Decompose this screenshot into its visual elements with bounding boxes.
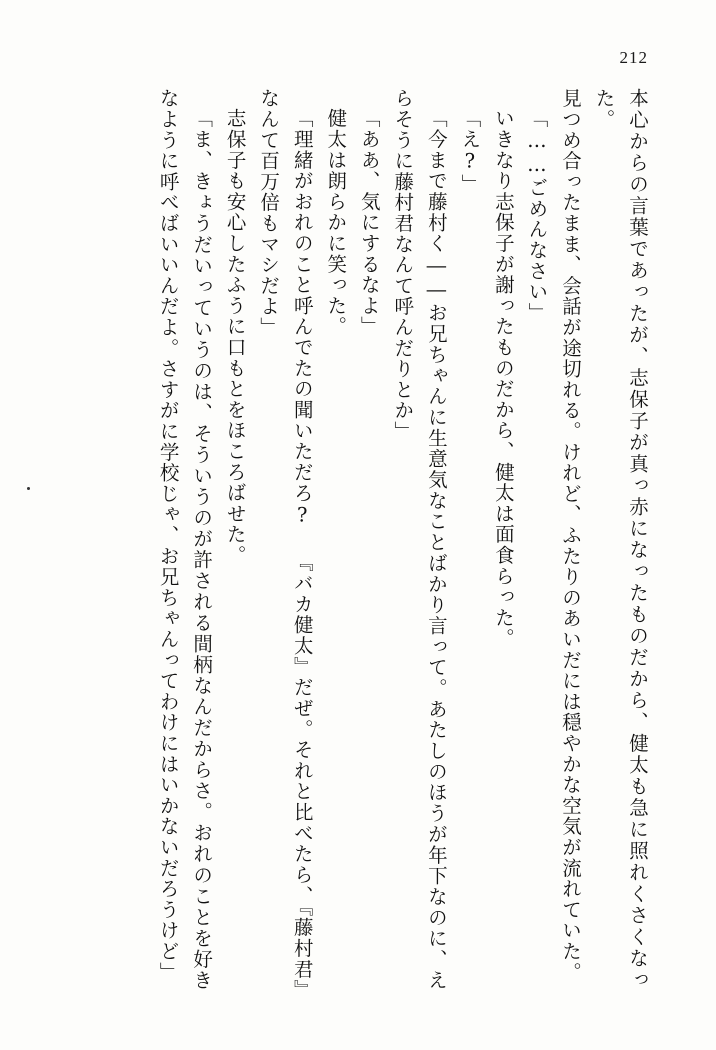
paragraph: 「え?」 <box>458 107 482 195</box>
paragraph: 「ま、きょうだいっていうのは、そういうのが許される間柄なんだからさ。おれのことを好きなように呼べばいいんだよ。さすがに学校じゃ、お兄ちゃんってわけにはいかないだろうけど」 <box>156 88 214 990</box>
margin-mark-icon <box>27 487 30 490</box>
paragraph: いきなり志保子が謝ったものだから、健太は面食らった。 <box>491 107 515 649</box>
paragraph: 志保子も安心したふうに口もとをほころばせた。 <box>223 107 247 566</box>
paragraph: 本心からの言葉であったが、志保子が真っ赤になったものだから、健太も急に照れくさくなった。 <box>592 88 649 990</box>
paragraph: 見つめ合ったまま、会話が途切れる。けれど、ふたりのあいだには穏やかな空気が流れていた。 <box>558 88 582 983</box>
paragraph: 健太は朗らかに笑った。 <box>324 107 348 337</box>
paragraph: 「今まで藤村く――お兄ちゃんに生意気なことばかり言って。あたしのほうが年下なのに、えらそうに藤村君なんて呼んだりとか」 <box>391 88 448 990</box>
page-body-text <box>62 88 654 990</box>
paragraph: 「……ごめんなさい」 <box>525 107 549 323</box>
paragraph: 「ああ、気にするなよ」 <box>357 107 381 337</box>
page-number: 212 <box>619 48 648 67</box>
paragraph: 「理緒がおれのこと呼んでたの聞いただろ? 『バカ健太』だぜ。それと比べたら、『藤村君』なんて百万倍もマシだよ」 <box>257 88 314 990</box>
